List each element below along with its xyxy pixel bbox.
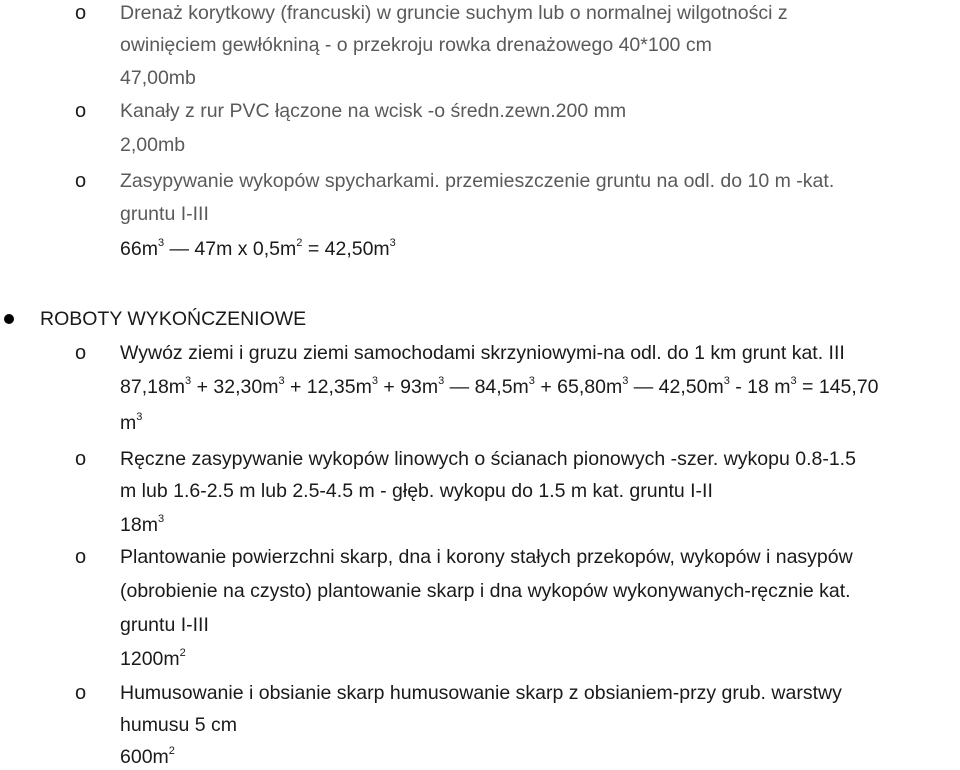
text-line: Kanały z rur PVC łączone na wcisk -o średn.zewn.200 mm (120, 100, 627, 122)
list-marker: o (75, 342, 87, 364)
text-line: gruntu I-III (120, 203, 209, 225)
list-marker: o (75, 2, 87, 24)
text-line: owinięciem gewłókniną - o przekroju rowka drenażowego 40*100 cm (120, 34, 712, 56)
text-line: (obrobienie na czysto) plantowanie skarp i dna wykopów wykonywanych-ręcznie kat. (120, 580, 851, 602)
list-marker: o (75, 170, 87, 192)
text-line: Humusowanie i obsianie skarp humusowanie skarp z obsianiem-przy grub. warstwy (120, 682, 842, 704)
text-line: Ręczne zasypywanie wykopów linowych o ścianach pionowych -szer. wykopu 0.8-1.5 (120, 448, 856, 470)
list-marker: o (75, 682, 87, 704)
text-line: Drenaż korytkowy (francuski) w gruncie suchym lub o normalnej wilgotności z (120, 2, 788, 24)
section-heading: ROBOTY WYKOŃCZENIOWE (40, 308, 307, 330)
text-line: humusu 5 cm (120, 714, 238, 736)
text-line: 2,00mb (120, 134, 186, 156)
list-marker: o (75, 546, 87, 568)
bullet-icon (4, 314, 14, 324)
text-line: Zasypywanie wykopów spycharkami. przemieszczenie gruntu na odl. do 10 m -kat. (120, 170, 835, 192)
list-marker: o (75, 100, 87, 122)
text-line: 47,00mb (120, 67, 196, 89)
text-line: Plantowanie powierzchni skarp, dna i korony stałych przekopów, wykopów i nasypów (120, 546, 853, 568)
text-line: m lub 1.6-2.5 m lub 2.5-4.5 m - głęb. wykopu do 1.5 m kat. gruntu I-II (120, 480, 713, 502)
text-line: Wywóz ziemi i gruzu ziemi samochodami skrzyniowymi-na odl. do 1 km grunt kat. III (120, 342, 845, 364)
quantity-line: $18m^3$ (120, 513, 165, 536)
formula-line: $m^3$ (120, 411, 143, 434)
formula-line: $66m^3$ — 47m x $0,5m^2 = 42,50m^3$ (120, 237, 396, 260)
quantity-line: $1200m^2$ (120, 647, 186, 670)
text-line: gruntu I-III (120, 614, 209, 636)
quantity-line: $600m^2$ (120, 745, 175, 768)
list-marker: o (75, 448, 87, 470)
formula-line: $87,18m^3 + 32,30m^3 + 12,35m^3 + 93m^3$ — $84,5m^3 + 65,80m^3$ — $42,50m^3 - 18$ $m^3 = 145,70$ (120, 375, 879, 398)
